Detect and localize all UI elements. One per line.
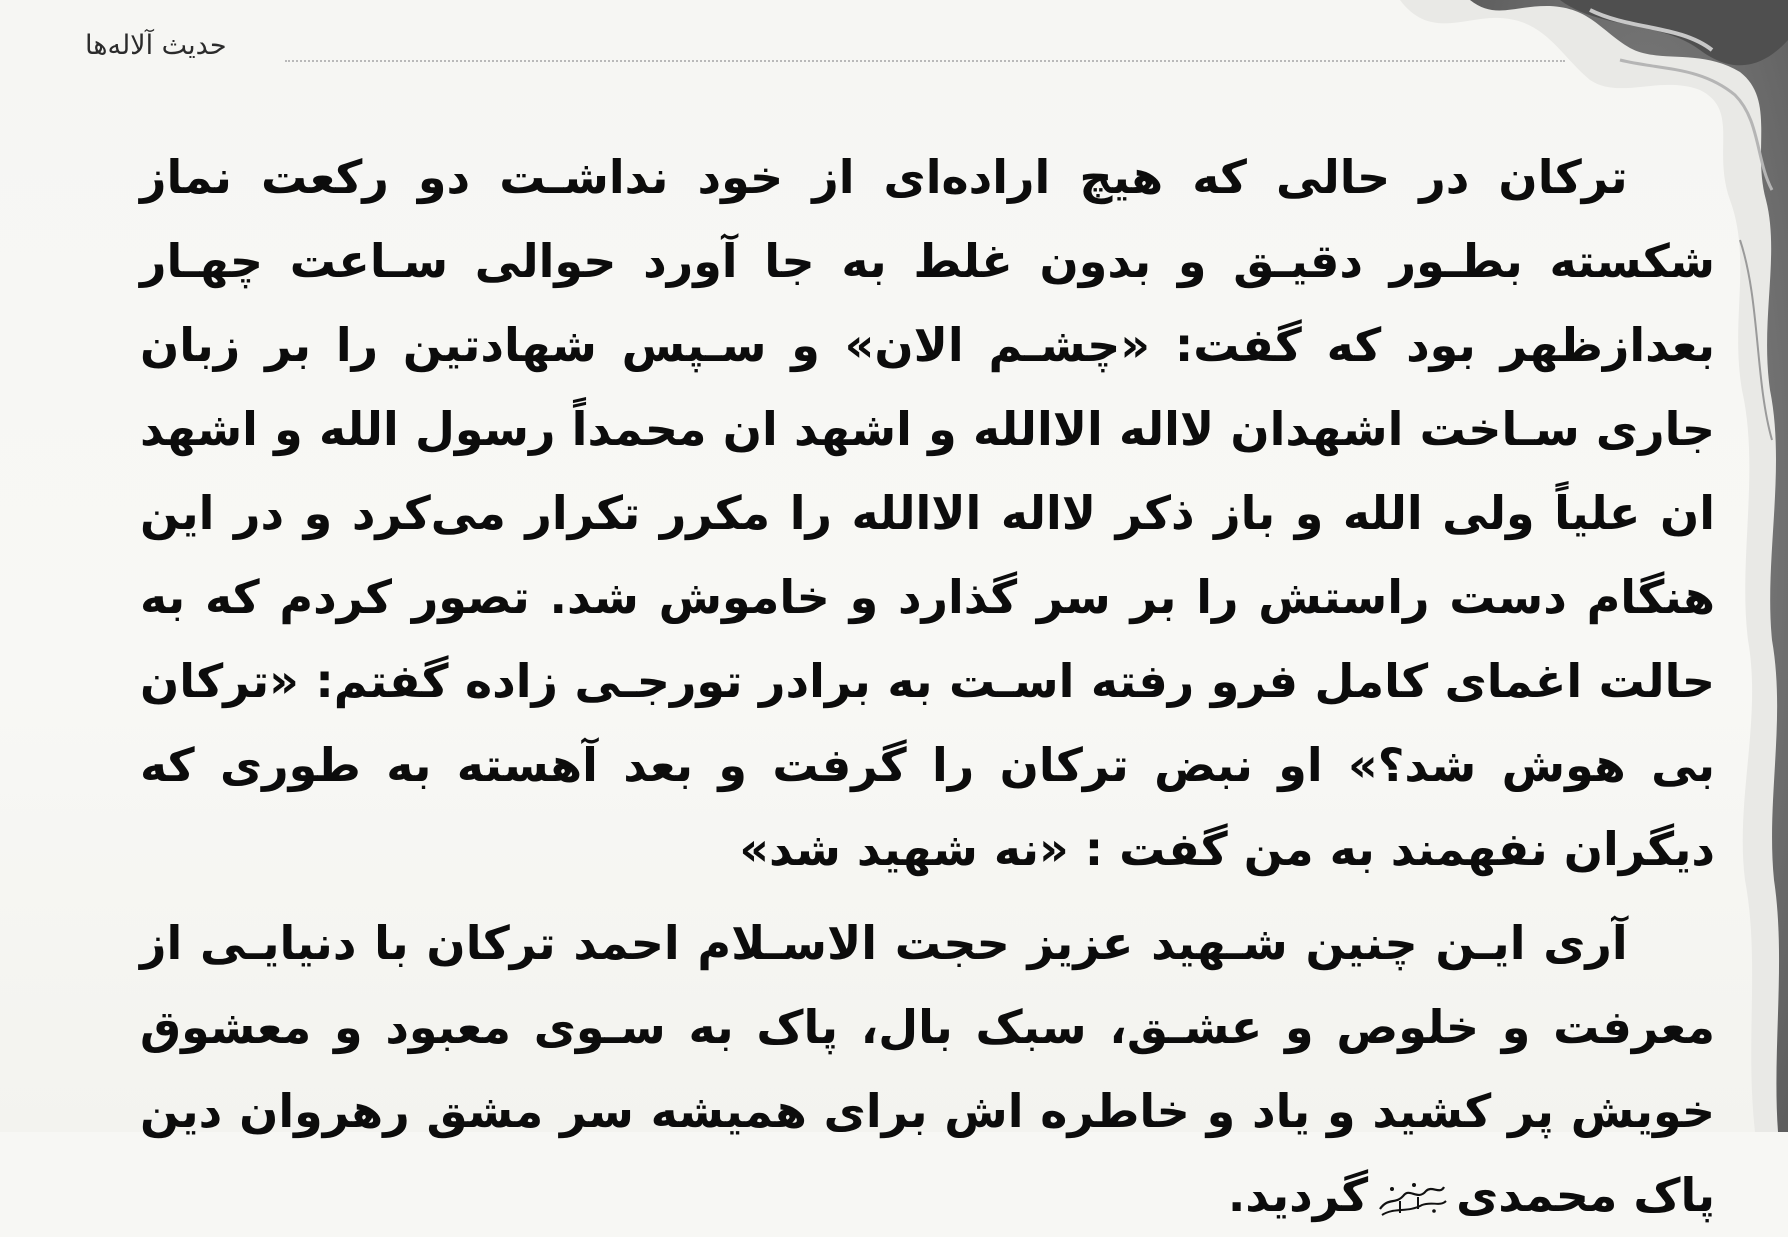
paragraph-2-ending: گردید. [1227, 1168, 1369, 1222]
running-title: حدیث آلاله‌ها [85, 30, 227, 61]
salawat-seal-icon [1374, 1179, 1450, 1219]
paragraph-2-text: آری ایـن چنین شـهید عزیز حجت الاسـلام احمد ترکان با دنیایـی از معرفت و خلوص و عشـق، سبک بال، پاک به سـوی معبود و معشوق خویش پر کشید و یاد و خاطره اش برای همیشه سر مشق رهروان دین پاک محمدی [140, 916, 1715, 1222]
page-header [85, 30, 1565, 70]
paragraph-2 [140, 901, 1715, 1237]
header-dotted-rule [285, 60, 1565, 62]
paragraph-1: ترکان در حالی که هیچ اراده‌ای از خود نداشـت دو رکعت نماز شکسته بطـور دقیـق و بدون غلط به جا آورد حوالی سـاعت چهـار بعدازظهر بود که گفت: «چشـم الان» و سـپس شهادتین را بر زبان جاری سـاخت اشهدان لااله الاالله و اشهد ان محمداً رسول الله و اشهد ان علیاً ولی الله و باز ذکر لااله الاالله را مکرر تکرار می‌کرد و در این هنگام دست راستش را بر سر گذارد و خاموش شد. تصور کردم که به حالت اغمای کامل فرو رفته اسـت به برادر تورجـی زاده گفتم: «ترکان بی هوش شد؟» او نبض ترکان را گرفت و بعد آهسته به طوری که دیگران نفهمند به من گفت : «نه شهید شد» [140, 150, 1715, 876]
body-text [140, 135, 1715, 1237]
